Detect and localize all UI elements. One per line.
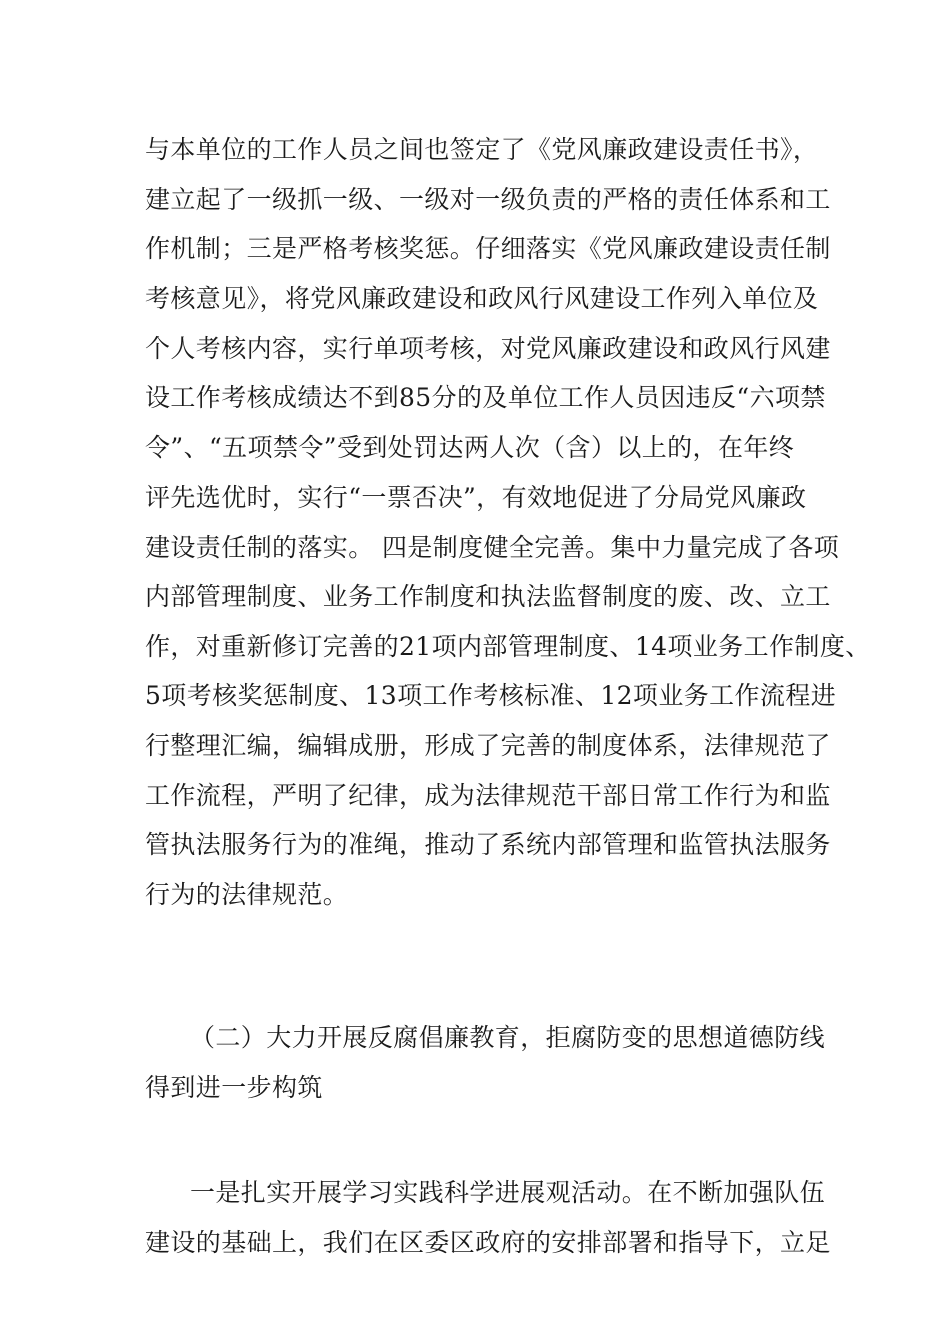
paragraph-line: 设工作考核成绩达不到85分的及单位工作人员因违反“六项禁 bbox=[145, 383, 826, 412]
paragraph-line: 行整理汇编，编辑成册，形成了完善的制度体系，法律规范了 bbox=[145, 731, 831, 760]
paragraph-line: 管执法服务行为的准绳，推动了系统内部管理和监管执法服务 bbox=[145, 830, 831, 859]
paragraph-line: 作，对重新修订完善的21项内部管理制度、14项业务工作制度、 bbox=[145, 632, 871, 661]
paragraph-line: 考核意见》，将党风廉政建设和政风行风建设工作列入单位及 bbox=[145, 284, 819, 313]
paragraph-line: 令”、“五项禁令”受到处罚达两人次（含）以上的，在年终 bbox=[145, 433, 795, 462]
section-heading-line: 得到进一步构筑 bbox=[145, 1073, 323, 1102]
paragraph-line: 建立起了一级抓一级、一级对一级负责的严格的责任体系和工 bbox=[145, 185, 831, 214]
paragraph-line: 个人考核内容，实行单项考核，对党风廉政建设和政风行风建 bbox=[145, 334, 831, 363]
paragraph-line: 作机制；三是严格考核奖惩。仔细落实《党风廉政建设责任制 bbox=[145, 234, 831, 263]
paragraph-line: 建设的基础上，我们在区委区政府的安排部署和指导下，立足 bbox=[145, 1228, 831, 1257]
section-heading-line: （二）大力开展反腐倡廉教育，拒腐防变的思想道德防线 bbox=[190, 1023, 826, 1052]
paragraph-line: 评先选优时，实行“一票否决”，有效地促进了分局党风廉政 bbox=[145, 483, 807, 512]
paragraph-line: 建设责任制的落实。 四是制度健全完善。集中力量完成了各项 bbox=[145, 533, 840, 562]
paragraph-line: 一是扎实开展学习实践科学进展观活动。在不断加强队伍 bbox=[190, 1178, 826, 1207]
paragraph-line: 内部管理制度、业务工作制度和执法监督制度的废、改、立工 bbox=[145, 582, 831, 611]
paragraph-line: 工作流程，严明了纪律，成为法律规范干部日常工作行为和监 bbox=[145, 781, 831, 810]
paragraph-line: 5项考核奖惩制度、13项工作考核标准、12项业务工作流程进 bbox=[145, 681, 837, 710]
paragraph-line: 与本单位的工作人员之间也签定了《党风廉政建设责任书》， bbox=[145, 135, 819, 164]
paragraph-line: 行为的法律规范。 bbox=[145, 880, 349, 909]
